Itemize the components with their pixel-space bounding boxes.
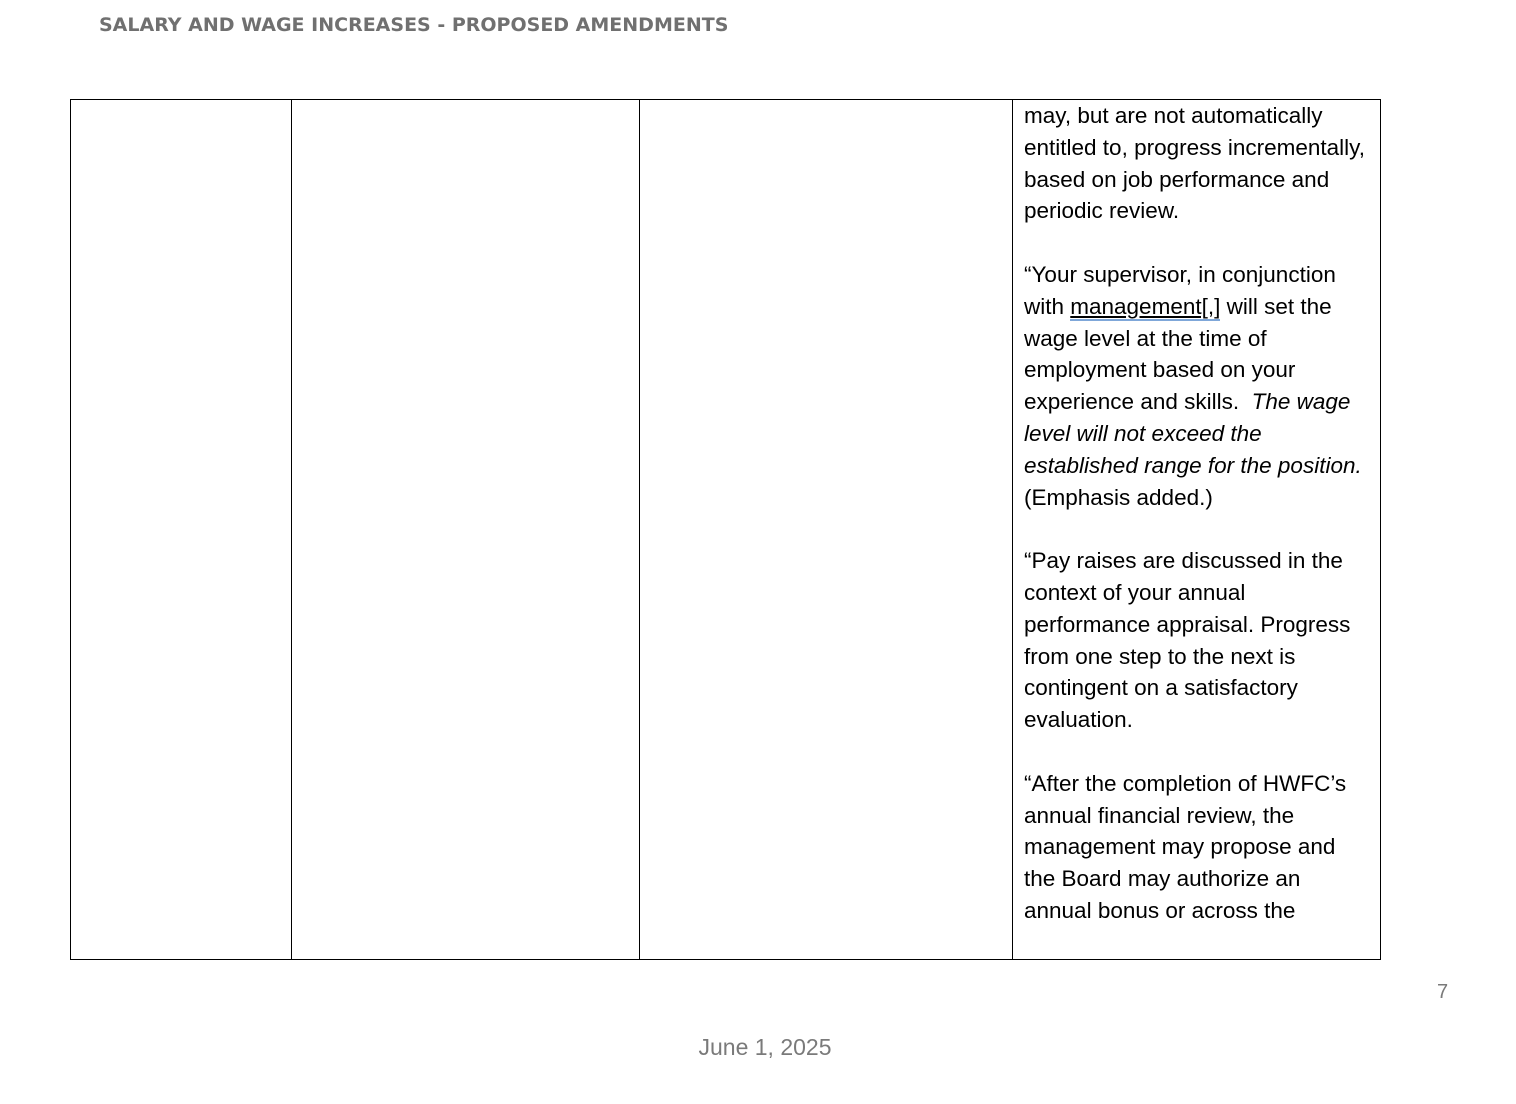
- tracked-edit-management: management[,]: [1070, 293, 1221, 319]
- supervisor-quote-middle: will set the wage level at the time of employment based on your experience and skills.: [1024, 293, 1332, 415]
- supervisor-quote-start: “Your supervisor, in conjunction with: [1024, 261, 1336, 319]
- table-cell-column-1: [71, 100, 292, 960]
- paragraph-financial-review-quote: “After the completion of HWFC’s annual financial review, the management may propose and the Board may authorize an annual bonus or across the: [1024, 770, 1347, 923]
- paragraph-pay-raises-quote: “Pay raises are discussed in the context of your annual performance appraisal. Progress from one step to the next is contingent on a satisfactory evaluation.: [1024, 548, 1351, 733]
- table-cell-column-2: [292, 100, 640, 960]
- table-row: [71, 100, 1381, 960]
- amendments-table: [70, 99, 1381, 960]
- emphasis-note: (Emphasis added.): [1024, 452, 1368, 510]
- table-cell-column-3: [640, 100, 1013, 960]
- column-4-text: [1013, 100, 1380, 959]
- paragraph-progress: may, but are not automatically entitled to, progress incrementally, based on job performance and periodic review.: [1024, 103, 1365, 224]
- page-number: 7: [1437, 981, 1449, 1003]
- emphasized-sentence: The wage level will not exceed the established range for the position.: [1024, 389, 1362, 478]
- paragraph-supervisor-quote: [1024, 259, 1372, 513]
- table-cell-column-4: [1013, 100, 1381, 960]
- document-header-title: SALARY AND WAGE INCREASES - PROPOSED AMENDMENTS: [99, 14, 729, 36]
- footer-date: June 1, 2025: [698, 1034, 832, 1060]
